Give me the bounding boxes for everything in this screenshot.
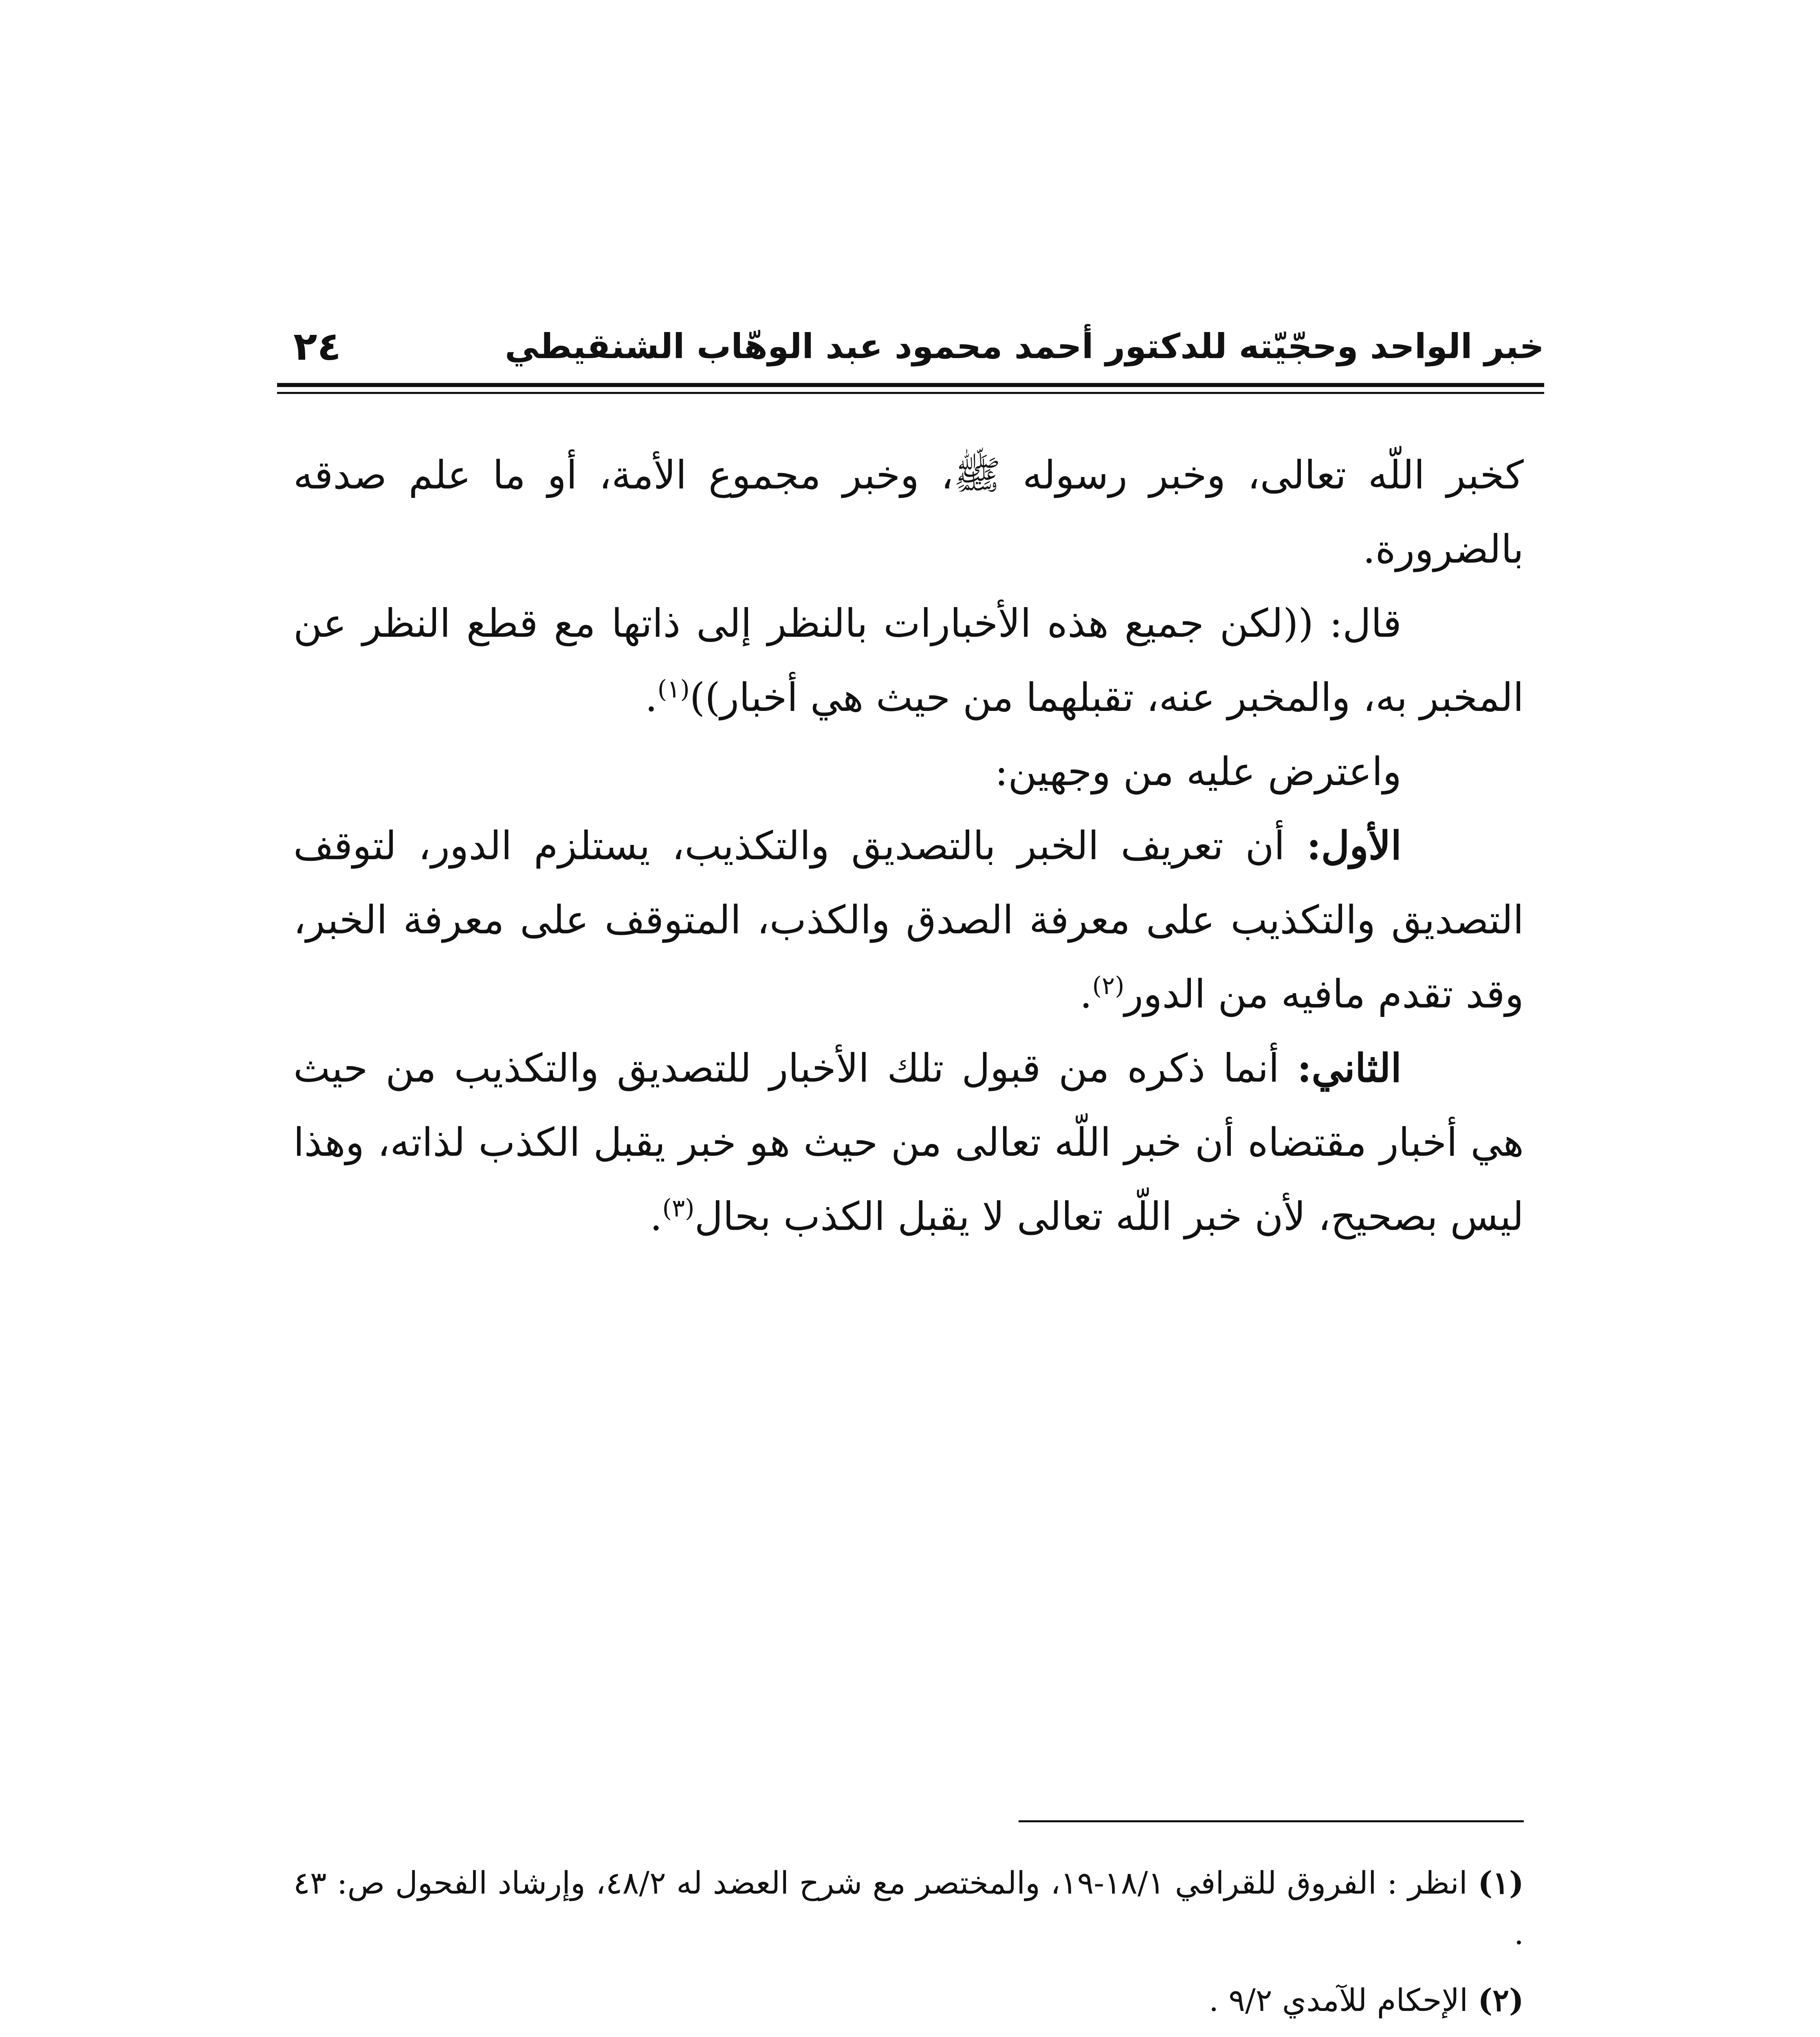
paragraph-2-text: قال: ((لكن جميع هذه الأخبارات بالنظر إلى ذاتها مع قطع النظر عن المخبر به، والمخبر عنه، تقبلهما من حيث هي أخبار)) xyxy=(293,601,1524,720)
footnotes xyxy=(293,1858,1524,2037)
footnote-1 xyxy=(293,1858,1524,1959)
header-rule-thin xyxy=(277,392,1544,394)
page-header xyxy=(277,322,1544,387)
footnote-separator xyxy=(1019,1820,1524,1822)
paragraph-2-end: . xyxy=(645,675,658,720)
footnote-1-number: (١) xyxy=(1478,1865,1524,1901)
paragraph-4-text: أن تعريف الخبر بالتصديق والتكذيب، يستلزم الدور، لتوقف التصديق والتكذيب على معرفة الصدق والكذب، المتوقف على معرفة الخبر، وقد تقدم مافيه من الدور xyxy=(293,823,1524,1017)
running-title: خبر الواحد وحجّيّته للدكتور أحمد محمود عبد الوهّاب الشنقيطي xyxy=(504,326,1544,366)
paragraph-5-lead: الثاني: xyxy=(1297,1045,1402,1091)
footnote-ref-2: (٢) xyxy=(1092,972,1125,1000)
paragraph-5-text: أنما ذكره من قبول تلك الأخبار للتصديق والتكذيب من حيث هي أخبار مقتضاه أن خبر اللّه تعالى من حيث هو خبر يقبل الكذب لذاته، وهذا ليس بصحيح، لأن خبر اللّه تعالى لا يقبل الكذب بحال xyxy=(293,1045,1524,1239)
footnote-1-text: انظر : الفروق للقرافي ١٨/١-١٩، والمختصر مع شرح العضد له ٤٨/٢، وإرشاد الفحول ص: ٤٣ . xyxy=(293,1865,1524,1951)
paragraph-2 xyxy=(293,586,1524,735)
paragraph-1: كخبر اللّه تعالى، وخبر رسوله ﷺ، وخبر مجموع الأمة، أو ما علم صدقه بالضرورة. xyxy=(293,452,1524,572)
paragraph-4-end: . xyxy=(1080,971,1092,1017)
paragraph-4 xyxy=(293,809,1524,1031)
footnote-ref-3: (٣) xyxy=(662,1194,695,1223)
paragraph-4-lead: الأول: xyxy=(1307,823,1402,869)
page-number: ٢٤ xyxy=(293,323,341,369)
header-rule-thick xyxy=(277,383,1544,387)
main-text xyxy=(293,438,1524,1254)
paragraph-5-end: . xyxy=(649,1194,662,1239)
paragraph-5 xyxy=(293,1031,1524,1254)
paragraph-3: واعترض عليه من وجهين: xyxy=(995,749,1402,794)
footnote-ref-1: (١) xyxy=(657,675,690,704)
footnote-2-text: الإحكام للآمدي ٩/٢ . xyxy=(1208,1982,1478,2018)
footnote-2 xyxy=(293,1975,1524,2026)
footnote-2-number: (٢) xyxy=(1478,1982,1524,2018)
